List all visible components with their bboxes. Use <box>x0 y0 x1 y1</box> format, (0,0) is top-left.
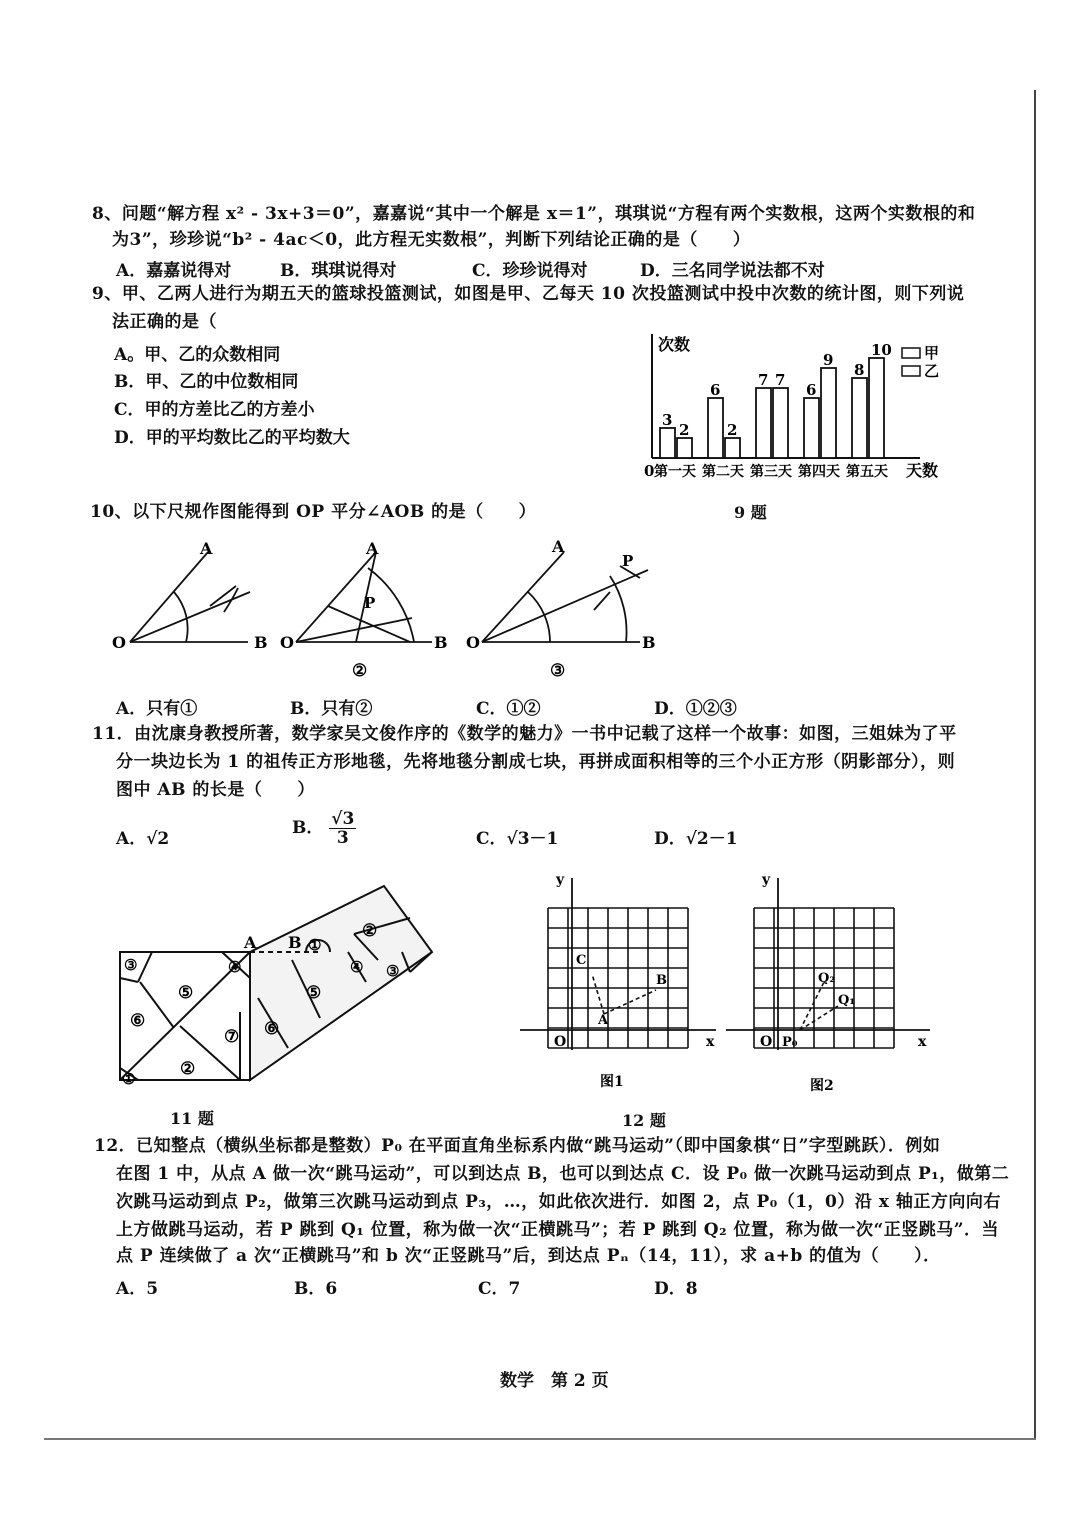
bar-yi-day-5 <box>869 358 884 458</box>
q12-fig2-axis-x: x <box>918 1034 927 1050</box>
q9-option-c: C．甲的方差比乙的方差小 <box>114 400 315 420</box>
q11-option-a: A．√2 <box>116 829 170 849</box>
q11-line2: 分一块边长为 1 的祖传正方形地毯，先将地毯分割成七块，再拼成面积相等的三个小正方形（阴影部分），则 <box>116 752 956 772</box>
q9-option-a: A。甲、乙的众数相同 <box>114 345 281 365</box>
q9-line1: 9、甲、乙两人进行为期五天的篮球投篮测试，如图是甲、乙每天 10 次投篮测试中投中次数的统计图，则下列说 <box>92 284 965 304</box>
q11-piece-6-left: ⑥ <box>130 1011 146 1031</box>
legend-swatch-yi <box>902 366 920 376</box>
q10-stem: 10、以下尺规作图能得到 OP 平分∠AOB 的是（ ） <box>90 502 537 522</box>
bar-jia-day-1 <box>660 428 675 458</box>
category-label-5: 第五天 <box>846 464 888 480</box>
q10-figure-1 <box>130 552 250 642</box>
bar-yi-day-4 <box>821 368 836 458</box>
q10-fig3-label-b: B <box>642 633 656 652</box>
bar-jia-day-2 <box>708 398 723 458</box>
category-label-4: 第四天 <box>798 464 840 480</box>
q11-option-c: C．√3－1 <box>476 829 559 849</box>
q10-fig2-label-b: B <box>434 633 448 652</box>
q12-fig2-point-q1: Q₁ <box>838 993 856 1008</box>
q10-fig2-label-a: A <box>366 539 379 558</box>
q11-point-b: B <box>288 933 302 952</box>
q11-piece-2-top: ② <box>362 921 378 941</box>
bottom-rule-line <box>44 1438 1036 1440</box>
q10-fig3-label-p: P <box>622 552 634 570</box>
q11-option-b-numerator: √3 <box>331 809 355 829</box>
q12-option-a: A．5 <box>116 1279 159 1299</box>
legend-label-jia: 甲 <box>924 344 940 362</box>
q12-fig2-label: 图2 <box>810 1078 834 1094</box>
q8-line2: 为3”，珍珍说“b² - 4ac＜0，此方程无实数根”，判断下列结论正确的是（ ） <box>112 230 751 250</box>
bar-yi-day-2 <box>725 438 740 458</box>
q8-option-c: C．珍珍说得对 <box>472 261 588 281</box>
q12-fig2-point-p0: P₀ <box>782 1035 798 1050</box>
bar-label-jia-day-3: 7 <box>758 371 769 389</box>
bar-label-jia-day-2: 6 <box>710 381 721 399</box>
q11-piece-4-left: ④ <box>228 958 242 976</box>
q8-line1: 8、问题“解方程 x² - 3x+3＝0”，嘉嘉说“其中一个解是 x＝1”，琪琪说“方程有两个实数根，这两个实数根的和 <box>92 204 976 224</box>
q12-fig2-axis-y: y <box>762 872 771 888</box>
bar-yi-day-1 <box>677 438 692 458</box>
q10-option-a: A．只有① <box>116 699 198 719</box>
bar-label-yi-day-2: 2 <box>727 421 738 439</box>
q10-fig3-label-a: A <box>552 537 565 556</box>
q12-fig1-point-a: A <box>598 1013 609 1028</box>
q11-point-a: A <box>244 933 257 952</box>
q11-option-b-fraction <box>329 810 356 847</box>
bar-label-yi-day-4: 9 <box>823 351 834 369</box>
q12-figures <box>520 870 940 1100</box>
q10-option-c: C．①② <box>476 699 541 719</box>
chart-y-label: 次数 <box>658 335 691 354</box>
q12-fig1-label: 图1 <box>600 1074 624 1090</box>
q8-option-d: D．三名同学说法都不对 <box>640 261 825 281</box>
q10-fig1-label-b: B <box>254 633 268 652</box>
q12-fig1-origin: O <box>554 1034 567 1050</box>
bar-label-yi-day-3: 7 <box>775 371 786 389</box>
q9-line2: 法正确的是（ <box>112 312 217 332</box>
q12-fig1-axis-y: y <box>556 872 565 888</box>
q10-fig2-number: ② <box>352 661 368 681</box>
bar-label-yi-day-5: 10 <box>871 341 892 359</box>
q10-figures <box>100 530 680 690</box>
legend-swatch-jia <box>902 348 920 358</box>
q12-fig1-point-b: B <box>656 973 667 988</box>
q12-fig1-point-c: C <box>576 953 587 968</box>
q11-piece-5-left: ⑤ <box>178 983 194 1003</box>
q9-option-b: B．甲、乙的中位数相同 <box>114 372 299 392</box>
right-margin-line <box>1034 90 1036 1440</box>
legend-label-yi: 乙 <box>924 362 940 380</box>
q10-fig1-label-a: A <box>200 539 213 558</box>
q10-fig2-label-p: P <box>364 594 376 612</box>
q10-option-d: D．①②③ <box>654 699 737 719</box>
bar-label-jia-day-1: 3 <box>662 411 673 429</box>
q11-option-b-prefix: B． <box>292 818 324 838</box>
q12-line5: 点 P 连续做了 a 次“正横跳马”和 b 次“正竖跳马”后，到达点 Pₙ（14，11），求 a+b 的值为（ ）． <box>116 1246 941 1266</box>
q11-piece-5-right: ⑤ <box>306 983 322 1003</box>
q12-option-c: C．7 <box>478 1279 521 1299</box>
q10-fig1-label-o: O <box>112 633 126 652</box>
bar-label-yi-day-1: 2 <box>679 421 690 439</box>
bar-jia-day-4 <box>804 398 819 458</box>
chart-origin-label: 0 <box>644 462 655 480</box>
bar-label-jia-day-4: 6 <box>806 381 817 399</box>
q11-piece-3-left: ③ <box>124 956 138 974</box>
q12-fig2-point-q2: Q₂ <box>818 971 836 986</box>
q12-fig1-axis-x: x <box>706 1034 715 1050</box>
q12-option-d: D．8 <box>654 1279 698 1299</box>
q11-piece-4-right: ④ <box>350 958 364 976</box>
page-footer: 数学 第 2 页 <box>500 1371 609 1391</box>
q12-option-b: B．6 <box>294 1279 338 1299</box>
q9-bar-chart <box>630 326 960 488</box>
q9-option-d: D．甲的平均数比乙的平均数大 <box>114 428 350 448</box>
chart-x-label: 天数 <box>906 461 939 480</box>
q11-piece-3-right: ③ <box>386 962 400 980</box>
q11-line1: 11．由沈康身教授所著，数学家吴文俊作序的《数学的魅力》一书中记载了这样一个故事：如图，三姐妹为了平 <box>92 724 957 744</box>
q8-option-b: B．琪琪说得对 <box>280 261 397 281</box>
q11-option-b-denominator: 3 <box>336 828 349 848</box>
category-label-2: 第二天 <box>702 464 744 480</box>
q11-piece-2-bottom: ② <box>180 1059 196 1079</box>
q11-option-d: D．√2－1 <box>654 829 738 849</box>
q12-line4: 上方做跳马运动，若 P 跳到 Q₁ 位置，称为做一次“正横跳马”；若 P 跳到 Q₂ 位置，称为做一次“正竖跳马”．当 <box>116 1220 1000 1240</box>
bar-jia-day-5 <box>852 378 867 458</box>
bar-label-jia-day-5: 8 <box>854 361 865 379</box>
q11-piece-7: ⑦ <box>224 1027 240 1047</box>
q11-line3: 图中 AB 的长是（ ） <box>116 780 315 800</box>
q10-fig3-label-o: O <box>466 633 480 652</box>
q12-line1: 12．已知整点（横纵坐标都是整数）P₀ 在平面直角坐标系内做“跳马运动”（即中国象棋“日”字型跳跃）．例如 <box>94 1136 941 1156</box>
q10-fig3-number: ③ <box>550 661 566 681</box>
q12-caption: 12 题 <box>622 1111 666 1130</box>
q11-piece-6-right: ⑥ <box>264 1019 280 1039</box>
q12-line3: 次跳马运动到点 P₂，做第三次跳马运动到点 P₃，…，如此依次进行．如图 2，点 P₀（1，0）沿 x 轴正方向向右 <box>116 1192 1001 1212</box>
q11-carpet-figure <box>110 878 450 1098</box>
category-label-1: 第一天 <box>654 464 696 480</box>
q8-option-a: A．嘉嘉说得对 <box>116 261 232 281</box>
q10-fig2-label-o: O <box>280 633 294 652</box>
q12-line2: 在图 1 中，从点 A 做一次“跳马运动”，可以到达点 B，也可以到达点 C．设 P₀ 做一次跳马运动到点 P₁，做第二 <box>116 1164 1010 1184</box>
q11-piece-1-bottom: ① <box>122 1070 136 1088</box>
q12-fig2-origin: O <box>760 1034 773 1050</box>
q12-grid-fig1 <box>548 908 688 1048</box>
q10-option-b: B．只有② <box>290 699 373 719</box>
bar-yi-day-3 <box>773 388 788 458</box>
q11-piece-1-top: ① <box>308 936 322 954</box>
q11-option-b <box>292 810 356 847</box>
q11-caption: 11 题 <box>170 1109 214 1128</box>
category-label-3: 第三天 <box>750 464 792 480</box>
q9-caption: 9 题 <box>734 503 767 522</box>
bar-jia-day-3 <box>756 388 771 458</box>
